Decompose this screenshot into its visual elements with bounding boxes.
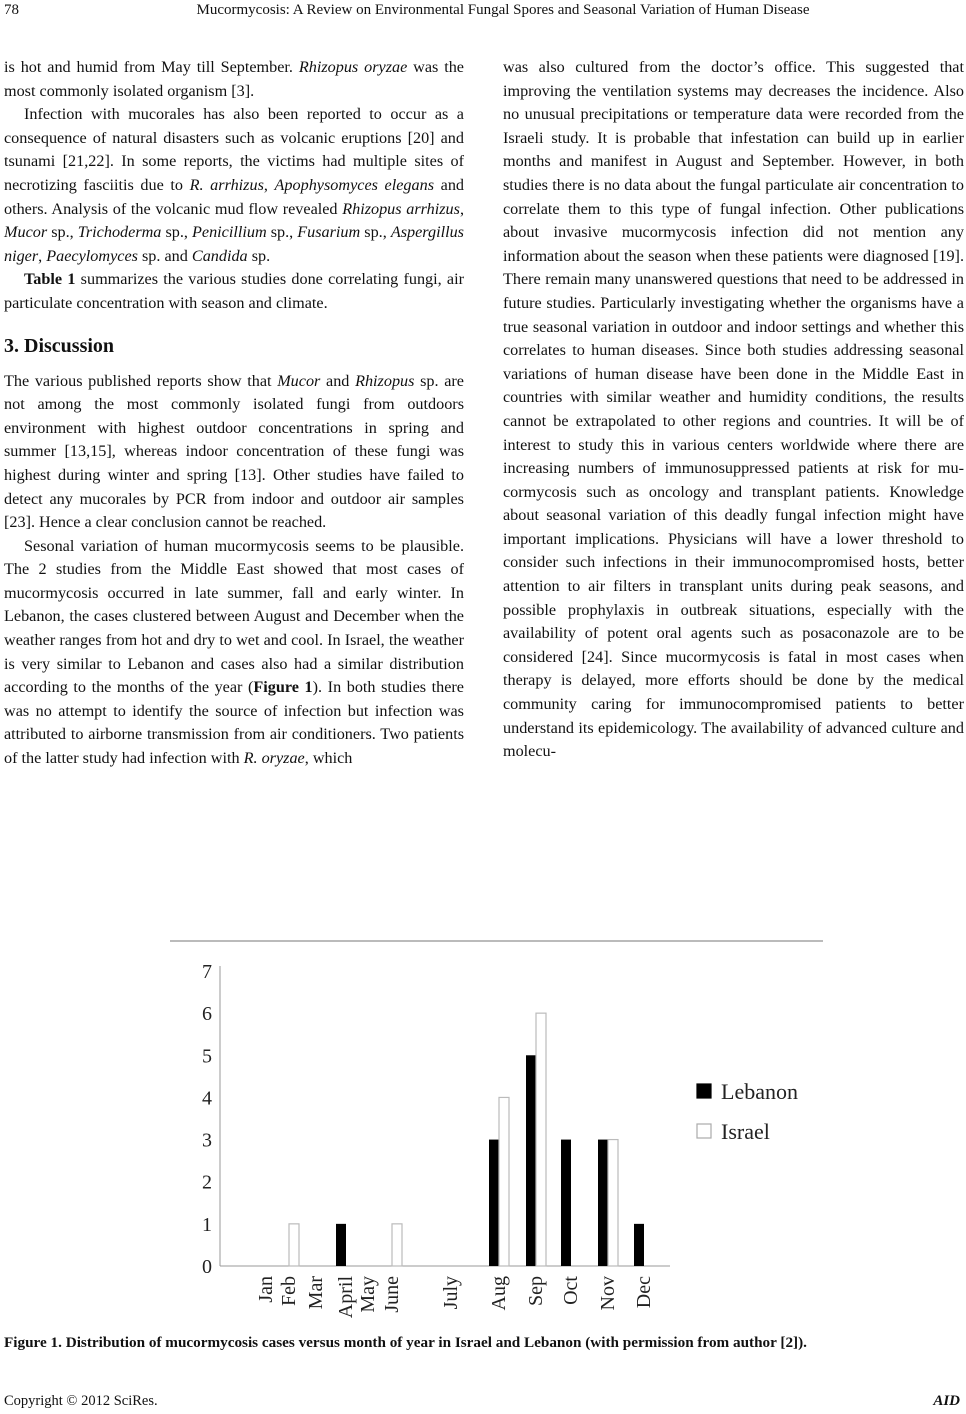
italic-term: Penicillium bbox=[192, 223, 267, 242]
legend-swatch-lebanon bbox=[697, 1084, 711, 1098]
italic-term: Fusarium bbox=[297, 223, 361, 242]
legend-label-lebanon: Lebanon bbox=[721, 1079, 798, 1104]
text-run: sp., bbox=[360, 223, 391, 242]
italic-term: Paecylomyces bbox=[46, 246, 138, 265]
text-run: , bbox=[263, 175, 275, 194]
paragraph bbox=[4, 103, 464, 268]
y-tick-label: 5 bbox=[202, 1045, 212, 1068]
left-column bbox=[4, 56, 464, 771]
italic-term: R. arrhizus bbox=[189, 175, 264, 194]
y-tick-label: 1 bbox=[202, 1213, 212, 1236]
x-tick-label: April bbox=[335, 1276, 357, 1319]
x-tick-label: June bbox=[381, 1276, 403, 1313]
italic-term: Mucor bbox=[277, 371, 321, 390]
x-tick-label: Oct bbox=[560, 1276, 582, 1305]
running-title: Mucormycosis: A Review on Environmental Fungal Spores and Seasonal Variation of Human Disease bbox=[196, 2, 810, 18]
text-run: The various published reports show that bbox=[4, 371, 278, 390]
legend-label-israel: Israel bbox=[721, 1119, 770, 1144]
text-run: and others. Analysis of the volcanic mud flow revealed bbox=[4, 175, 465, 218]
bar-israel bbox=[289, 1224, 299, 1266]
bar-lebanon bbox=[336, 1224, 346, 1266]
paragraph bbox=[503, 56, 964, 764]
italic-term: Apophysomyces elegans bbox=[274, 175, 435, 194]
figure-caption: Figure 1. Distribution of mucormycosis cases versus month of year in Israel and Lebanon (with permission from author [2]). bbox=[4, 1334, 807, 1351]
x-tick-label: Mar bbox=[305, 1276, 327, 1310]
text-run: ). In both studies there was no attempt to identify the source of infection but infection was attributed to airborne transmission from air conditioners. Two patients of the latter study had infection with bbox=[4, 678, 464, 768]
text-run: Sesonal variation of human mucormycosis seems to be plausible. The 2 studies from the Middle East showed that most cases of mucormycosis occurred in late summer, fall and early winter. In Lebanon, the cases clustered between August and December when the weather ranges from hot and dry to wet and cool. In Israel, the weather is very similar to Lebanon and cases also had a similar distribution according to the months of the year ( bbox=[4, 536, 464, 697]
journal-abbrev: AID bbox=[933, 1393, 960, 1409]
text-run: , bbox=[459, 199, 464, 218]
bar-lebanon bbox=[526, 1055, 536, 1266]
italic-term: Aspergillus niger bbox=[4, 223, 464, 265]
bar-israel bbox=[392, 1224, 402, 1266]
bold-reference: Figure 1 bbox=[253, 678, 313, 697]
bar-israel bbox=[499, 1097, 509, 1266]
section-heading: 3. Discussion bbox=[4, 334, 115, 357]
y-tick-label: 2 bbox=[202, 1171, 212, 1194]
text-run: and bbox=[320, 371, 356, 390]
y-tick-label: 6 bbox=[202, 1003, 212, 1026]
text-run: sp. bbox=[247, 246, 271, 265]
bar-israel bbox=[536, 1013, 546, 1266]
y-tick-label: 3 bbox=[202, 1129, 212, 1152]
page-number: 78 bbox=[4, 2, 19, 18]
text-run: , bbox=[38, 246, 47, 265]
y-tick-label: 7 bbox=[202, 961, 212, 983]
bar-lebanon bbox=[489, 1140, 499, 1266]
legend-swatch-israel bbox=[697, 1124, 711, 1138]
x-tick-label: Sep bbox=[525, 1276, 547, 1306]
italic-term: Candida bbox=[191, 246, 248, 265]
bar-lebanon bbox=[561, 1140, 571, 1266]
x-tick-label: Dec bbox=[633, 1276, 655, 1309]
x-tick-label: July bbox=[440, 1276, 462, 1310]
paragraph bbox=[4, 370, 464, 535]
italic-term: Rhizopus bbox=[355, 371, 415, 390]
text-run: Infection with mucorales has also been reported to occur as a consequence of natural disasters such as volcanic eruptions [20] and tsunami [21,22]. In some reports, the victims had multiple sites of necrotizing fasciitis due to bbox=[4, 105, 464, 194]
text-run: sp. and bbox=[137, 246, 192, 265]
figure-1-chart bbox=[160, 936, 830, 1326]
paragraph bbox=[4, 535, 464, 771]
x-tick-label: Jan bbox=[255, 1276, 277, 1303]
bar-chart bbox=[160, 936, 830, 1326]
y-tick-label: 4 bbox=[202, 1087, 212, 1110]
x-tick-label: Nov bbox=[597, 1276, 619, 1311]
paragraph bbox=[4, 268, 464, 315]
italic-term: Trichoderma bbox=[77, 223, 162, 242]
y-tick-label: 0 bbox=[202, 1256, 212, 1278]
bold-reference: Table 1 bbox=[24, 270, 76, 289]
text-run: sp., bbox=[266, 223, 298, 242]
bar-lebanon bbox=[598, 1140, 608, 1266]
x-tick-label: May bbox=[357, 1276, 379, 1313]
text-run: was the most commonly isolated organism [3]. bbox=[4, 58, 464, 100]
copyright-notice: Copyright © 2012 SciRes. bbox=[4, 1393, 158, 1409]
text-run: sp., bbox=[47, 223, 78, 242]
right-column bbox=[503, 56, 964, 764]
text-run: summarizes the various studies done correlating fungi, air particulate concentration with season and climate. bbox=[4, 270, 465, 312]
italic-term: Rhizopus oryzae bbox=[298, 58, 408, 76]
text-run: sp., bbox=[161, 223, 193, 242]
text-run: , which bbox=[304, 749, 353, 768]
text-run: sp. are not among the most commonly isolated fungi from outdoors environment with highest outdoor concentrations in spring and summer [13,15], whereas indoor concentration of these fungi was highest during winter and spring [13]. Other studies have failed to detect any mucorales by PCR from indoor and outdoor air samples [23]. Hence a clear conclusion cannot be reached. bbox=[4, 371, 464, 532]
italic-term: R. oryzae bbox=[243, 749, 305, 768]
italic-term: Rhizopus arrhizus bbox=[342, 199, 460, 218]
x-tick-label: Aug bbox=[488, 1276, 510, 1311]
paragraph bbox=[4, 56, 464, 103]
text-run: is hot and humid from May till September. bbox=[4, 58, 299, 76]
x-tick-label: Feb bbox=[278, 1276, 300, 1306]
text-run: was also cultured from the doctor’s office. This suggested that improving the ventilation systems may decreases the incidence. Also no unusual precipitations or temperature data were recorded from the Israeli study. It is probable that infestation can build up in earlier months and manifest in August and September. However, in both studies there is no data about the fungal particulate air concentration to correlate them to this type of fungal infection. Other publications about invasive mucormycosis infection did not mention any information about the season when these patients were diagnosed [19]. There remain many unanswered questions that need to be addressed in future studies. Particularly investigating whether the organisms have a true seasonal variation in outdoor and indoor settings and whether this correlates to human diseases. Since both studies addressing seasonal variations of human disease have been done in the Middle East in countries with similar weather and humidity conditions, the results cannot be extrapolated to other regions and countries. It will be of interest to study this in various centers worldwide where there are increasing numbers of immunosuppressed patients at risk for mucormycosis such as oncology and transplant patients. Knowledge about seasonal variation of this deadly fungal infection might have important implications. Physicians will have a lower threshold to consider such infections in their immunocompromised hosts, better attention to air filters in transplant units during peak seasons, and possible prophylaxis in outbreak situations, especially with the availability of potent oral agents such as posaconazole are to be considered [24]. Since mucormycosis is fatal in most cases when therapy is delayed, more efforts should be done by the medical community caring for immunocompromised patients to better understand its epidemicology. The availability of advanced culture and molecu- bbox=[503, 58, 964, 761]
bar-israel bbox=[608, 1140, 618, 1266]
page-header bbox=[0, 0, 966, 26]
bar-lebanon bbox=[634, 1224, 644, 1266]
italic-term: Mucor bbox=[4, 223, 48, 242]
